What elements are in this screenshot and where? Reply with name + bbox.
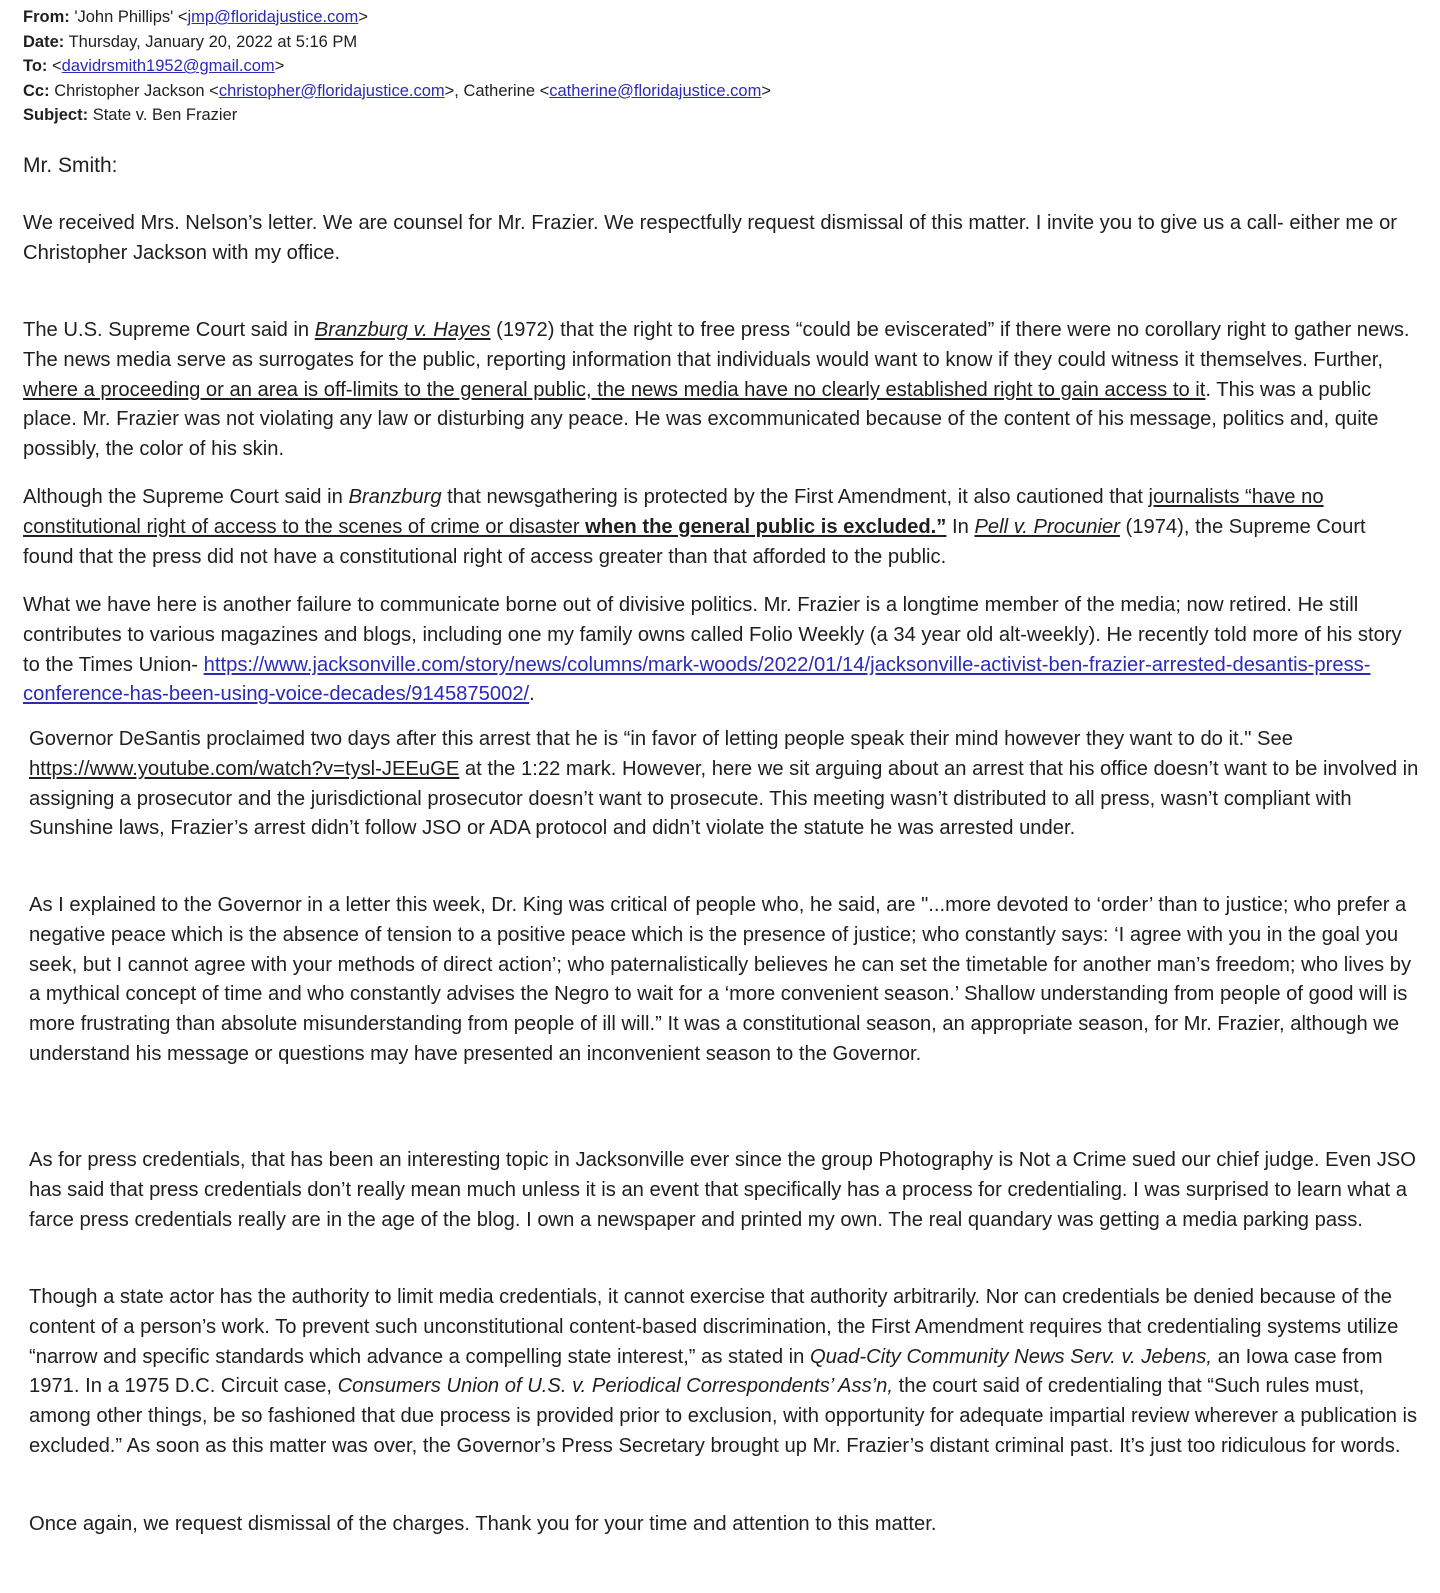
p3-text-1: Although the Supreme Court said in (23, 486, 349, 508)
p3-bold-underlined: when the general public is excluded.” (585, 515, 947, 538)
p8-text-1: Though a state actor has the authority to limit media credentials, it cannot exercise that authority arbitrarily. Nor can credentials be denied because of the content of a person’s work. To prevent such unconstitutional content-based discrimination, the First Amendment requires that credentialing systems utilize “narrow and specific standards which advance a compelling state interest,” as stated in (29, 1286, 1399, 1368)
p8-text-3: the court said of credentialing that “Such rules must, among other things, be so fashioned that due process is provided prior to exclusion, with opportunity for adequate impartial review wherever a publication is excluded.” As soon as this matter was over, the Governor’s Press Secretary brought up Mr. Frazier’s distant criminal past. It’s just too ridiculous for words. (29, 1375, 1418, 1457)
youtube-link[interactable]: https://www.youtube.com/watch?v=tysl-JEEuGE (29, 757, 460, 780)
p5-text-1: Governor DeSantis proclaimed two days after this arrest that he is “in favor of letting people speak their mind however they want to do it." See (29, 728, 1293, 750)
subject-label: Subject: (23, 106, 89, 124)
from-close: > (358, 8, 368, 26)
cc-label: Cc: (23, 81, 50, 100)
to-label: To: (23, 57, 48, 75)
paragraph-2 (23, 316, 1418, 465)
p3-text-3: In (946, 515, 975, 538)
p3-text-4: (1974), the Supreme Court found that the press did not have a constitutional right of access greater than that afforded to the public. (23, 515, 1366, 568)
date-label: Date: (23, 32, 65, 51)
to-line (23, 54, 1423, 79)
p4-text-1: What we have here is another failure to communicate borne out of divisive politics. Mr. Frazier is a longtime member of the media; now retired. He still contributes to various magazines and blogs, including one my family owns called Folio Weekly (a 34 year old alt-weekly). He recently told more of his story to the Times Union- (23, 594, 1402, 676)
case-quad-city: Quad-City Community News Serv. v. Jebens, (809, 1345, 1212, 1368)
greeting: Mr. Smith: (23, 154, 118, 177)
paragraph-8 (29, 1283, 1424, 1462)
case-branzburg-v-hayes: Branzburg v. Hayes (314, 319, 491, 341)
times-union-link[interactable]: https://www.jacksonville.com/story/news/columns/mark-woods/2022/01/14/jacksonville-activist-ben-frazier-arrested-desantis-press-conference-has-been-using-voice-decades/9145875002/ (23, 653, 1371, 706)
paragraph-3 (23, 483, 1418, 572)
subject-line (23, 103, 1423, 128)
cc-email-link-2[interactable]: catherine@floridajustice.com (549, 81, 762, 100)
cc-line (23, 79, 1423, 104)
to-email-link[interactable]: davidrsmith1952@gmail.com (61, 57, 275, 75)
email-header (23, 5, 1423, 128)
to-open: < (52, 57, 62, 75)
case-branzburg: Branzburg (348, 486, 442, 508)
paragraph-5 (29, 725, 1424, 844)
p2-text-2: (1972) that the right to free press “could be eviscerated” if there were no corollary right to gather news. The news media serve as surrogates for the public, reporting information that individuals would want to know if they could witness it themselves. Further, (23, 319, 1410, 371)
p3-text-2: that newsgathering is protected by the First Amendment, it also cautioned that (441, 486, 1149, 508)
p2-underlined: where a proceeding or an area is off-limits to the general public, the news media have no clearly established right to gain access to it (23, 378, 1206, 401)
p3-underlined: journalists “have no constitutional right of access to the scenes of crime or disaster (23, 486, 1324, 538)
cc-email-link-1[interactable]: christopher@floridajustice.com (218, 81, 445, 100)
paragraph-1: We received Mrs. Nelson’s letter. We are counsel for Mr. Frazier. We respectfully request dismissal of this matter. I invite you to give us a call- either me or Christopher Jackson with my office. (23, 212, 1398, 264)
from-label: From: (23, 8, 70, 26)
p5-text-2: at the 1:22 mark. However, here we sit arguing about an arrest that his office doesn’t want to be involved in assigning a prosecutor and the jurisdictional prosecutor doesn’t want to prosecute. This meeting wasn’t distributed to all press, wasn’t compliant with Sunshine laws, Frazier’s arrest didn’t follow JSO or ADA protocol and didn’t violate the statute he was arrested under. (29, 757, 1419, 840)
paragraph-7: As for press credentials, that has been an interesting topic in Jacksonville ever since the group Photography is Not a Crime sued our chief judge. Even JSO has said that press credentials don’t really mean much unless it is an event that specifically has a process for credentialing. I was surprised to learn what a farce press credentials really are in the age of the blog. I own a newspaper and printed my own. The real quandary was getting a media parking pass. (29, 1149, 1416, 1231)
cc-name-1: Christopher Jackson < (54, 81, 219, 100)
p8-text-2: an Iowa case from 1971. In a 1975 D.C. Circuit case, (29, 1345, 1383, 1398)
from-line (23, 5, 1423, 30)
paragraph-9: Once again, we request dismissal of the charges. Thank you for your time and attention to this matter. (29, 1513, 937, 1535)
paragraph-6: As I explained to the Governor in a letter this week, Dr. King was critical of people who, he said, are "...more devoted to ‘order’ than to justice; who prefer a negative peace which is the absence of tension to a positive peace which is the presence of justice; who constantly says: ‘I agree with you in the goal you seek, but I cannot agree with your methods of direct action’; who paternalistically believes he can set the timetable for another man’s freedom; who lives by a mythical concept of time and who constantly advises the Negro to wait for a ‘more convenient season.’ Shallow understanding from people of good will is more frustrating than absolute misunderstanding from people of ill will.” It was a constitutional season, an appropriate season, for Mr. Frazier, although we understand his message or questions may have presented an inconvenient season to the Governor. (29, 894, 1412, 1065)
to-close: > (274, 57, 285, 75)
cc-close: > (761, 81, 771, 100)
from-name: 'John Phillips' < (74, 8, 188, 26)
p2-text-3: . This was a public place. Mr. Frazier was not violating any law or disturbing any peace. He was excommunicated because of the content of his message, politics and, quite possibly, the color of his skin. (23, 378, 1379, 461)
subject-value: State v. Ben Frazier (92, 106, 238, 124)
p4-text-2: . (529, 683, 535, 706)
date-value: Thursday, January 20, 2022 at 5:16 PM (68, 32, 358, 51)
case-pell-v-procunier: Pell v. Procunier (974, 515, 1120, 538)
from-email-link[interactable]: jmp@floridajustice.com (187, 8, 359, 26)
p2-text-1: The U.S. Supreme Court said in (23, 319, 315, 341)
paragraph-4 (23, 591, 1418, 710)
case-consumers-union: Consumers Union of U.S. v. Periodical Correspondents’ Ass’n, (337, 1375, 893, 1398)
date-line (23, 30, 1423, 55)
cc-separator: >, Catherine < (444, 81, 550, 100)
